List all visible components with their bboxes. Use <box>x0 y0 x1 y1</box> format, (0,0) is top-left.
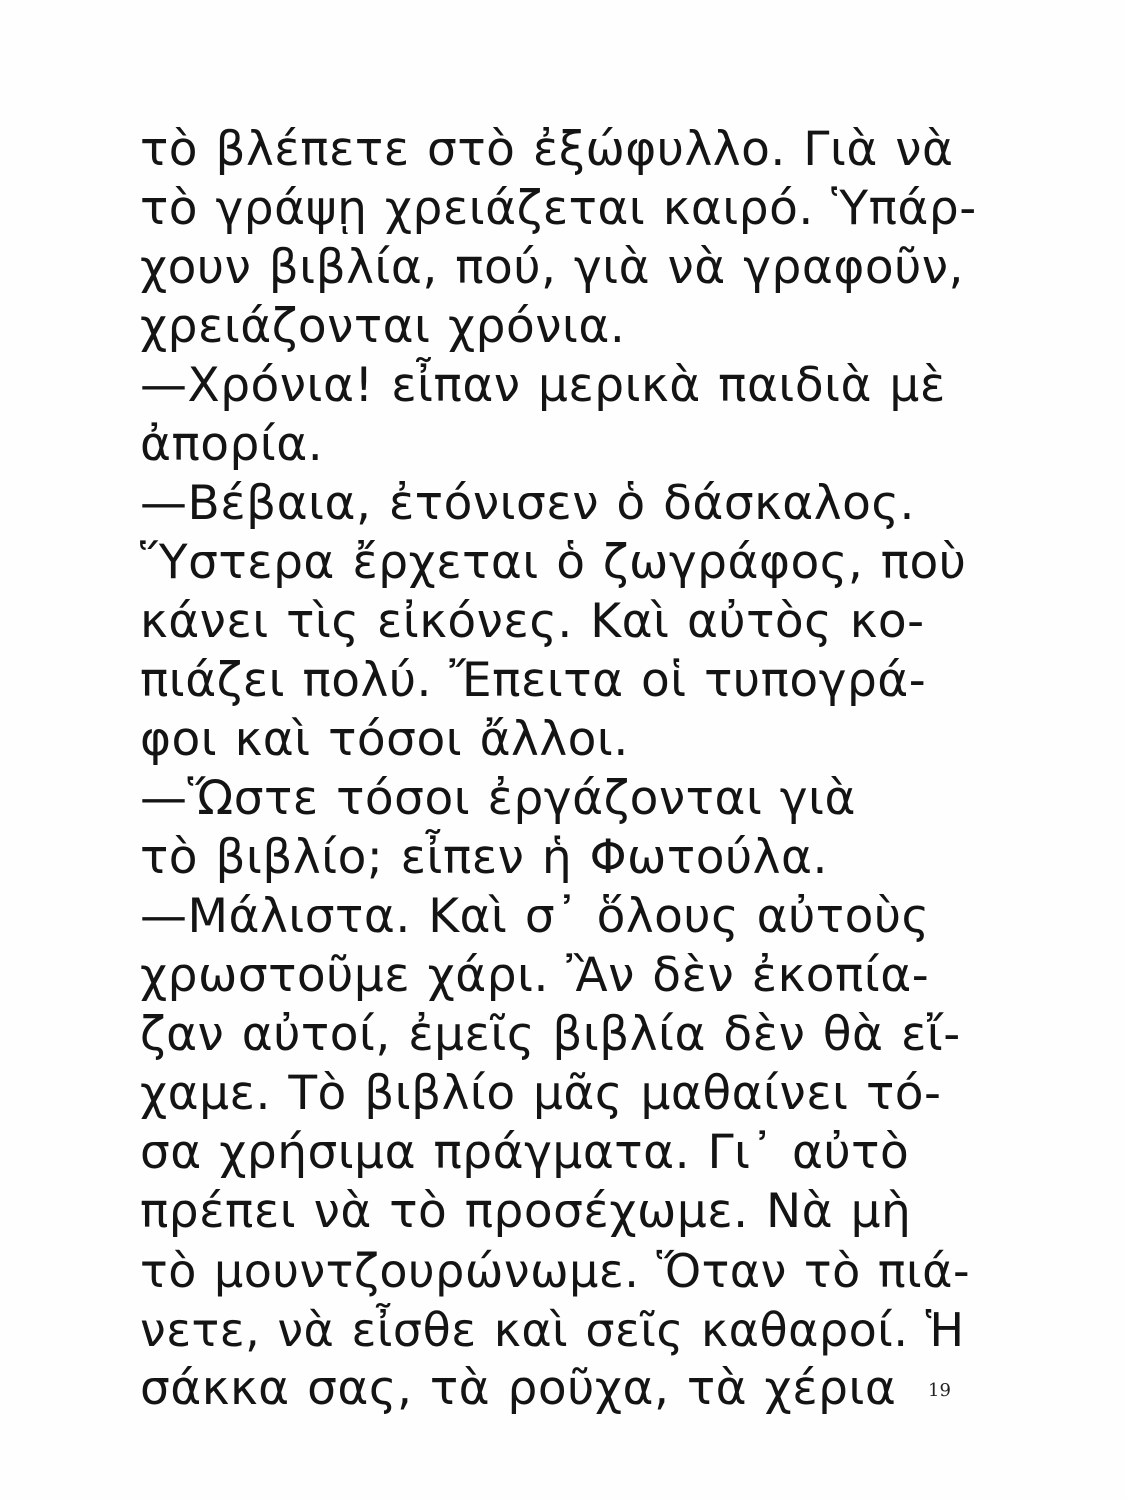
text-line: ἀπορία. <box>140 417 324 472</box>
text-line: σα χρήσιμα πράγματα. Γι᾽ αὐτὸ <box>140 1125 910 1180</box>
text-line: —Χρόνια! εἶπαν μερικὰ παιδιὰ μὲ <box>140 358 946 413</box>
text-line: νετε, νὰ εἶσθε καὶ σεῖς καθαροί. Ἡ <box>140 1303 965 1357</box>
text-line: σάκκα σας, τὰ ροῦχα, τὰ χέρια <box>140 1361 897 1416</box>
text-line: χουν βιβλία, πού, γιὰ νὰ γραφοῦν, <box>140 240 964 295</box>
text-line: —Μάλιστα. Καὶ σ᾽ ὅλους αὐτοὺς <box>140 889 930 944</box>
text-line: πρέπει νὰ τὸ προσέχωμε. Νὰ μὴ <box>140 1184 912 1239</box>
page-number: 19 <box>928 1380 951 1401</box>
text-line: τὸ βιβλίο; εἶπεν ἡ Φωτούλα. <box>140 830 828 885</box>
text-line: τὸ μουντζουρώνωμε. Ὅταν τὸ πιά- <box>140 1244 971 1298</box>
text-line: —Ὥστε τόσοι ἐργάζονται γιὰ <box>140 771 856 826</box>
text-line: χρωστοῦμε χάρι. Ἂν δὲν ἐκοπία- <box>140 948 930 1003</box>
text-line: Ὕστερα ἔρχεται ὁ ζωγράφος, ποὺ <box>140 535 967 590</box>
text-line: ζαν αὐτοί, ἐμεῖς βιβλία δὲν θὰ εἴ- <box>140 1007 961 1062</box>
text-line: χρειάζονται χρόνια. <box>140 299 626 354</box>
text-line: —Βέβαια, ἐτόνισεν ὁ δάσκαλος. <box>140 476 915 531</box>
text-line: φοι καὶ τόσοι ἄλλοι. <box>140 712 629 767</box>
text-line: πιάζει πολύ. Ἔπειτα οἱ τυπογρά- <box>140 653 927 708</box>
text-line: τὸ βλέπετε στὸ ἐξώφυλλο. Γιὰ νὰ <box>140 122 954 177</box>
text-line: χαμε. Τὸ βιβλίο μᾶς μαθαίνει τό- <box>140 1066 942 1121</box>
text-line: τὸ γράψῃ χρειάζεται καιρό. Ὑπάρ- <box>140 181 977 236</box>
text-line: κάνει τὶς εἰκόνες. Καὶ αὐτὸς κο- <box>140 594 925 649</box>
